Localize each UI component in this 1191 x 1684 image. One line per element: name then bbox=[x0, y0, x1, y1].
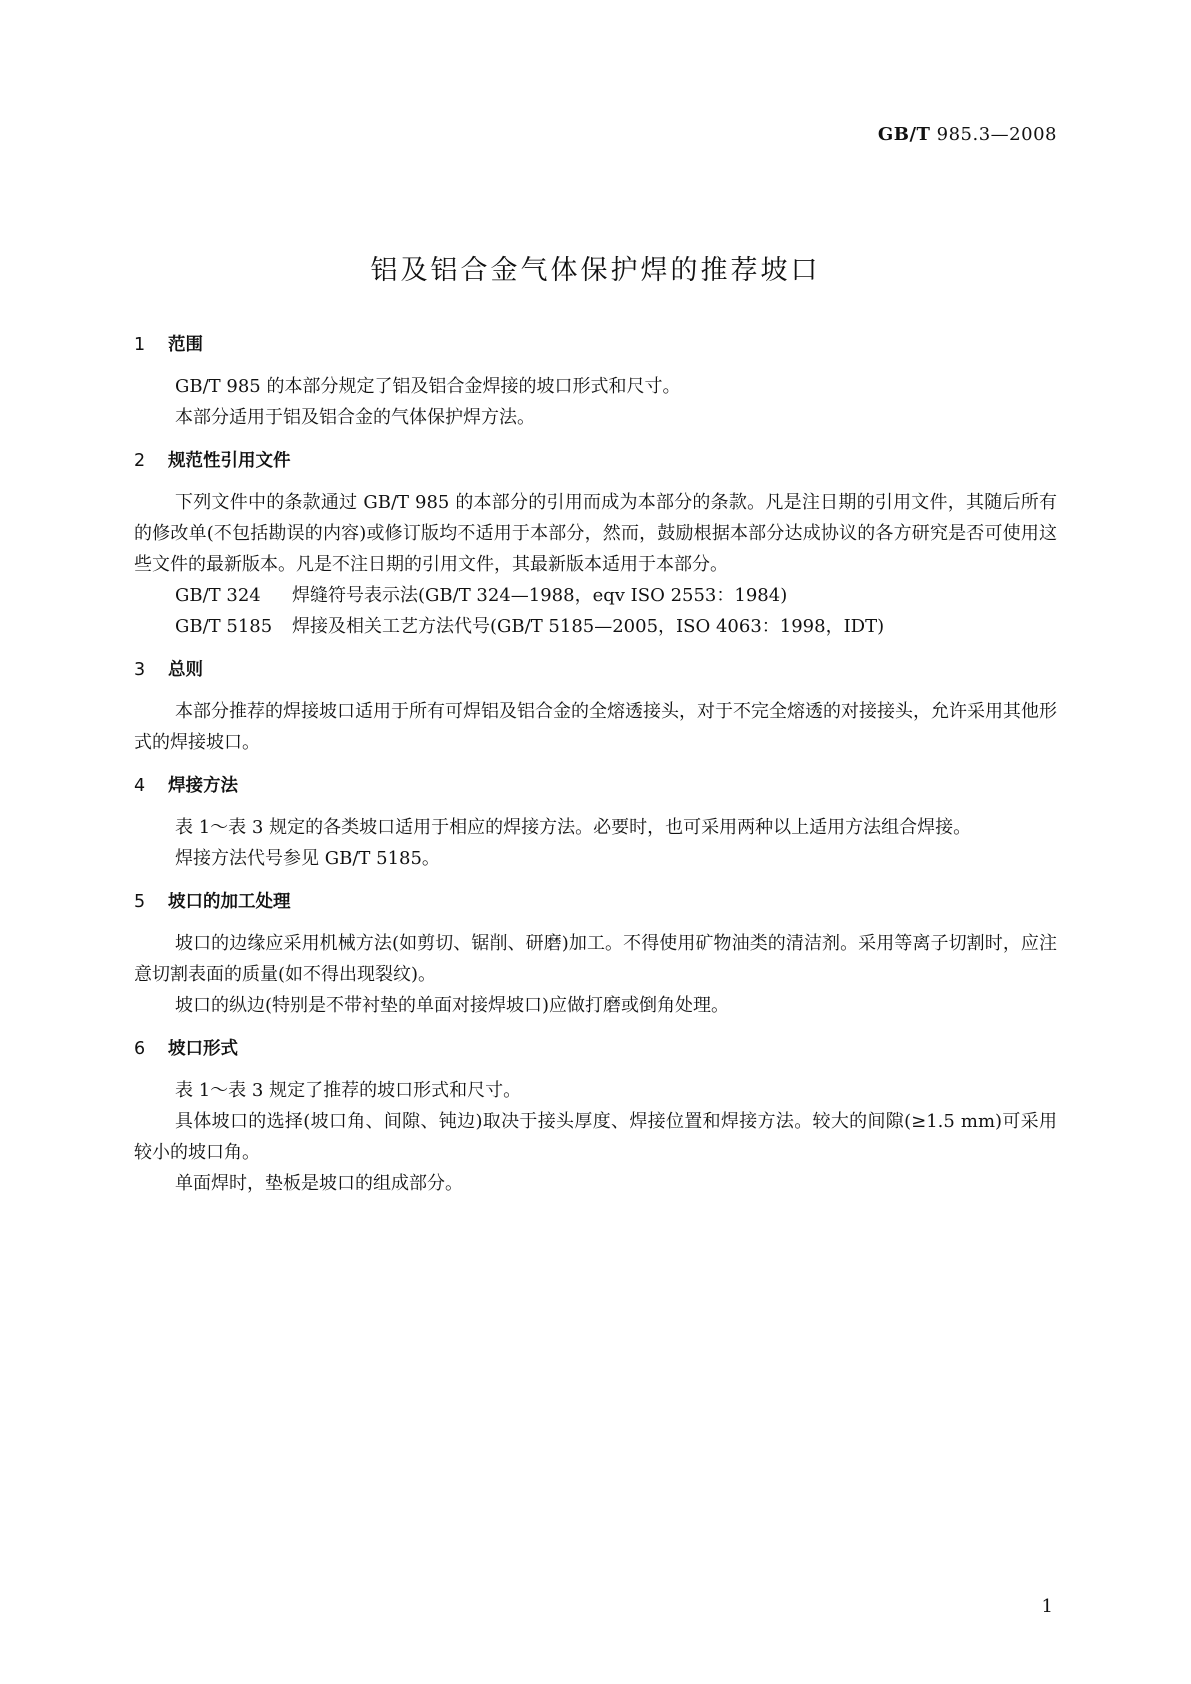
section-scope bbox=[134, 331, 1057, 433]
section-heading bbox=[134, 888, 1057, 916]
section-heading bbox=[134, 1035, 1057, 1063]
paragraph: 本部分推荐的焊接坡口适用于所有可焊铝及铝合金的全熔透接头，对于不完全熔透的对接接头，允许采用其他形式的焊接坡口。 bbox=[134, 701, 1057, 753]
section-title: 坡口形式 bbox=[168, 1039, 238, 1059]
paragraph: 具体坡口的选择(坡口角、间隙、钝边)取决于接头厚度、焊接位置和焊接方法。较大的间隙(≥1.5 mm)可采用较小的坡口角。 bbox=[134, 1111, 1057, 1163]
paragraph: 本部分适用于铝及铝合金的气体保护焊方法。 bbox=[175, 407, 535, 428]
section-heading bbox=[134, 656, 1057, 684]
document-title: 铝及铝合金气体保护焊的推荐坡口 bbox=[370, 255, 821, 287]
section-title: 坡口的加工处理 bbox=[168, 892, 291, 912]
standard-number: 985.3—2008 bbox=[936, 124, 1057, 145]
reference-text: 焊接及相关工艺方法代号(GB/T 5185—2005，ISO 4063：1998，IDT) bbox=[292, 616, 885, 637]
section-number: 6 bbox=[134, 1039, 146, 1059]
section-heading bbox=[134, 331, 1057, 359]
paragraph: 表 1～表 3 规定的各类坡口适用于相应的焊接方法。必要时，也可采用两种以上适用方法组合焊接。 bbox=[175, 817, 972, 838]
paragraph: GB/T 985 的本部分规定了铝及铝合金焊接的坡口形式和尺寸。 bbox=[175, 376, 681, 397]
section-welding-methods bbox=[134, 772, 1057, 874]
section-title: 范围 bbox=[168, 335, 203, 355]
section-heading bbox=[134, 772, 1057, 800]
section-number: 4 bbox=[134, 776, 146, 796]
reference-code: GB/T 324 bbox=[175, 585, 261, 606]
section-number: 2 bbox=[134, 451, 146, 471]
reference-code: GB/T 5185 bbox=[175, 616, 273, 637]
section-number: 5 bbox=[134, 892, 146, 912]
section-number: 1 bbox=[134, 335, 146, 355]
page-number: 1 bbox=[1041, 1596, 1053, 1617]
document-body bbox=[134, 325, 1057, 1213]
section-groove-forms bbox=[134, 1035, 1057, 1199]
standard-code bbox=[878, 124, 1057, 145]
paragraph: 单面焊时，垫板是坡口的组成部分。 bbox=[175, 1173, 463, 1194]
reference-item bbox=[134, 580, 1057, 611]
paragraph: 下列文件中的条款通过 GB/T 985 的本部分的引用而成为本部分的条款。凡是注日期的引用文件，其随后所有的修改单(不包括勘误的内容)或修订版均不适用于本部分，然而，鼓励根据本部分达成协议的各方研究是否可使用这些文件的最新版本。凡是不注日期的引用文件，其最新版本适用于本部分。 bbox=[134, 492, 1057, 575]
paragraph: 坡口的边缘应采用机械方法(如剪切、锯削、研磨)加工。不得使用矿物油类的清洁剂。采用等离子切割时，应注意切割表面的质量(如不得出现裂纹)。 bbox=[134, 933, 1057, 985]
reference-item bbox=[134, 611, 1057, 642]
section-general bbox=[134, 656, 1057, 758]
paragraph: 坡口的纵边(特别是不带衬垫的单面对接焊坡口)应做打磨或倒角处理。 bbox=[175, 995, 730, 1016]
section-number: 3 bbox=[134, 660, 146, 680]
reference-text: 焊缝符号表示法(GB/T 324—1988，eqv ISO 2553：1984) bbox=[292, 585, 788, 606]
section-heading bbox=[134, 447, 1057, 475]
section-title: 规范性引用文件 bbox=[168, 451, 291, 471]
section-normative-references bbox=[134, 447, 1057, 642]
paragraph: 表 1～表 3 规定了推荐的坡口形式和尺寸。 bbox=[175, 1080, 522, 1101]
standard-prefix: GB/T bbox=[877, 124, 931, 145]
paragraph: 焊接方法代号参见 GB/T 5185。 bbox=[175, 848, 440, 869]
section-title: 总则 bbox=[168, 660, 203, 680]
section-groove-preparation bbox=[134, 888, 1057, 1021]
section-title: 焊接方法 bbox=[168, 776, 238, 796]
